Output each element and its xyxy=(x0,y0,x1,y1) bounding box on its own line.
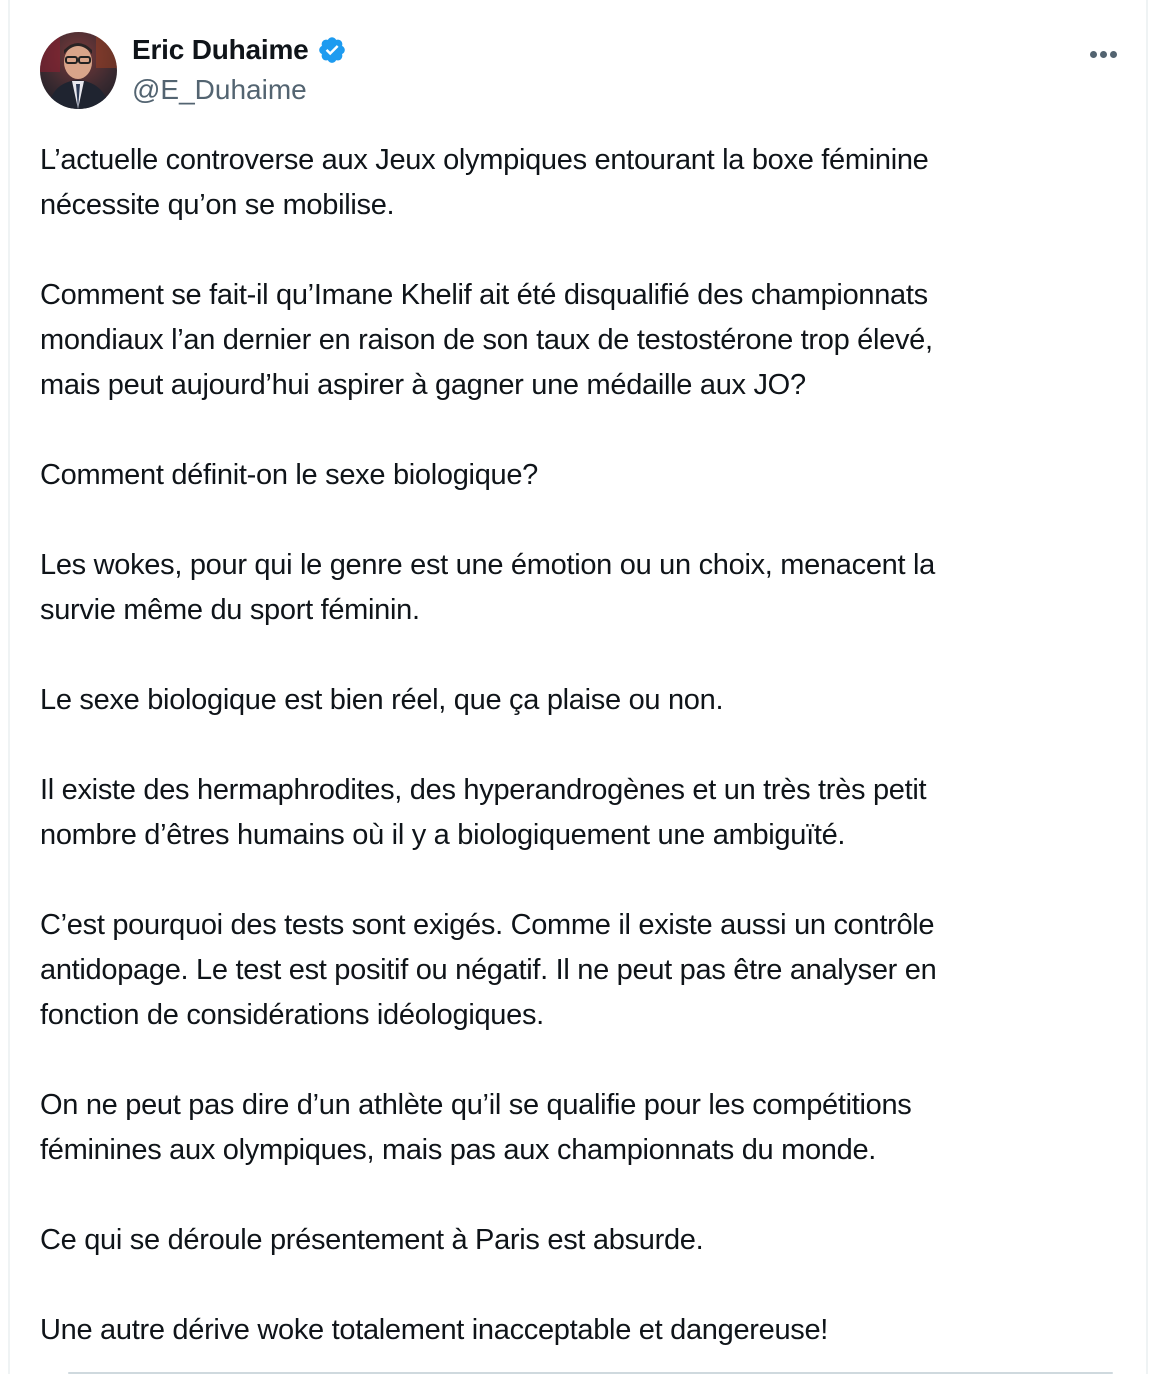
verified-badge-icon xyxy=(317,35,347,65)
tweet-paragraph: C’est pourquoi des tests sont exigés. Comme il existe aussi un contrôle antidopage. Le test est positif ou négatif. Il ne peut pas être analyser en fonction de considérations idéologiques. xyxy=(40,909,937,1031)
ellipsis-horizontal-icon xyxy=(1100,51,1107,58)
ellipsis-horizontal-icon xyxy=(1110,51,1117,58)
tweet-paragraph: L’actuelle controverse aux Jeux olympiques entourant la boxe féminine nécessite qu’on se mobilise. xyxy=(40,144,929,221)
ellipsis-horizontal-icon xyxy=(1090,51,1097,58)
author-name-row xyxy=(132,34,347,66)
tweet-paragraph: Comment définit-on le sexe biologique? xyxy=(40,459,539,491)
tweet-paragraph: Comment se fait-il qu’Imane Khelif ait été disqualifié des championnats mondiaux l’an dernier en raison de son taux de testostérone trop élevé, mais peut aujourd’hui aspirer à gagner une médaille aux JO? xyxy=(40,279,933,401)
tweet-paragraph: On ne peut pas dire d’un athlète qu’il se qualifie pour les compétitions féminines aux olympiques, mais pas aux championnats du monde. xyxy=(40,1089,912,1166)
author-handle[interactable]: @E_Duhaime xyxy=(132,74,307,105)
tweet-paragraph: Le sexe biologique est bien réel, que ça plaise ou non. xyxy=(40,684,724,716)
tweet-text xyxy=(40,138,1130,1353)
tweet-paragraph: Les wokes, pour qui le genre est une émotion ou un choix, menacent la survie même du sport féminin. xyxy=(40,549,935,626)
tweet-paragraph: Il existe des hermaphrodites, des hyperandrogènes et un très très petit nombre d’êtres humains où il y a biologiquement une ambiguïté. xyxy=(40,774,927,851)
tweet-card xyxy=(8,0,1148,1374)
more-options-button[interactable] xyxy=(1083,38,1123,68)
tweet-paragraph: Ce qui se déroule présentement à Paris est absurde. xyxy=(40,1224,704,1256)
profile-photo-icon xyxy=(40,32,117,109)
tweet-paragraph: Une autre dérive woke totalement inacceptable et dangereuse! xyxy=(40,1314,829,1346)
avatar[interactable] xyxy=(40,32,117,109)
author-display-name[interactable]: Eric Duhaime xyxy=(132,34,309,65)
